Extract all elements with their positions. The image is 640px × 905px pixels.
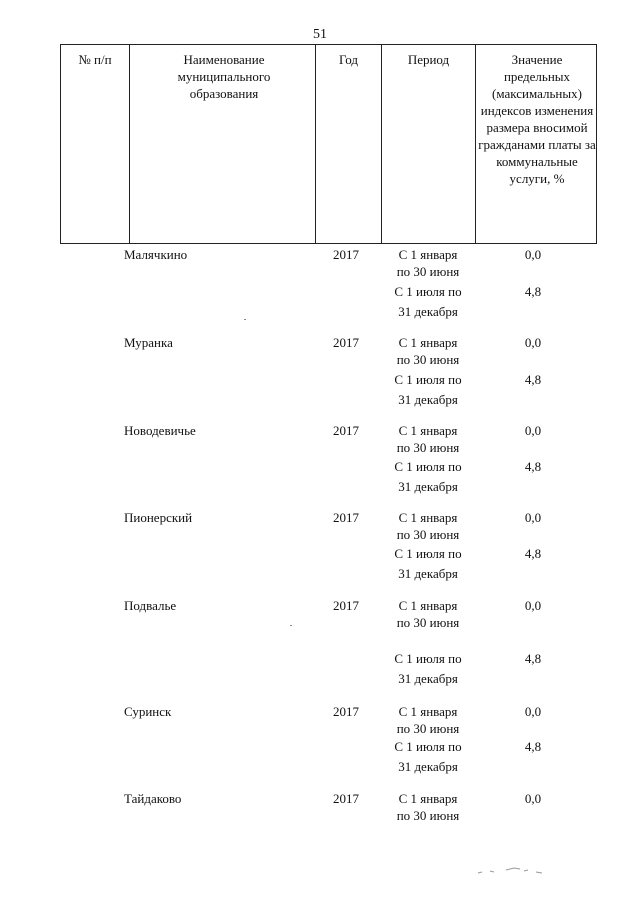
index-value: 4,8 <box>524 546 542 561</box>
municipality-name: Тайдаково <box>124 791 182 806</box>
period-line: по 30 июня <box>396 721 460 736</box>
period-line: С 1 июля по <box>394 651 462 666</box>
period-line: С 1 июля по <box>394 739 462 754</box>
period-line: 31 декабря <box>398 671 458 686</box>
index-value: 0,0 <box>524 335 542 350</box>
index-value: 4,8 <box>524 284 542 299</box>
header-num: № п/п <box>78 52 112 67</box>
column-divider <box>129 45 130 243</box>
period-line: С 1 января <box>398 791 458 806</box>
period-line: С 1 января <box>398 598 458 613</box>
index-value: 0,0 <box>524 247 542 262</box>
period-line: С 1 января <box>398 510 458 525</box>
year-cell: 2017 <box>333 335 359 350</box>
index-value: 0,0 <box>524 704 542 719</box>
index-value: 4,8 <box>524 739 542 754</box>
year-cell: 2017 <box>333 791 359 806</box>
year-cell: 2017 <box>333 704 359 719</box>
period-line: по 30 июня <box>396 352 460 367</box>
period-line: по 30 июня <box>396 808 460 823</box>
period-line: С 1 января <box>398 335 458 350</box>
header-period: Период <box>407 52 450 67</box>
period-line: С 1 января <box>398 704 458 719</box>
index-value: 0,0 <box>524 423 542 438</box>
header-value: Значение предельных (максимальных) индексов изменения размера вносимой гражданами платы за коммунальные услуги, % <box>478 52 596 186</box>
period-line: С 1 июля по <box>394 372 462 387</box>
scan-speck <box>244 319 246 320</box>
header-year: Год <box>338 52 359 67</box>
municipality-name: Подвалье <box>124 598 177 613</box>
header-name: Наименование муниципального образования <box>177 52 271 101</box>
period-line: 31 декабря <box>398 392 458 407</box>
year-cell: 2017 <box>333 423 359 438</box>
table-header <box>60 44 597 244</box>
column-divider <box>381 45 382 243</box>
period-line: по 30 июня <box>396 527 460 542</box>
index-value: 0,0 <box>524 791 542 806</box>
page-number: 51 <box>313 27 327 42</box>
year-cell: 2017 <box>333 510 359 525</box>
period-line: по 30 июня <box>396 264 460 279</box>
index-value: 0,0 <box>524 598 542 613</box>
period-line: по 30 июня <box>396 440 460 455</box>
municipality-name: Малячкино <box>124 247 188 262</box>
scan-speck <box>290 625 292 626</box>
municipality-name: Новодевичье <box>124 423 196 438</box>
period-line: по 30 июня <box>396 615 460 630</box>
year-cell: 2017 <box>333 247 359 262</box>
scan-smudge <box>476 864 546 876</box>
index-value: 0,0 <box>524 510 542 525</box>
period-line: С 1 июля по <box>394 459 462 474</box>
column-divider <box>475 45 476 243</box>
period-line: 31 декабря <box>398 759 458 774</box>
year-cell: 2017 <box>333 598 359 613</box>
period-line: С 1 июля по <box>394 546 462 561</box>
period-line: 31 декабря <box>398 479 458 494</box>
municipality-name: Муранка <box>124 335 173 350</box>
index-value: 4,8 <box>524 372 542 387</box>
index-value: 4,8 <box>524 651 542 666</box>
municipality-name: Пионерский <box>124 510 193 525</box>
period-line: 31 декабря <box>398 566 458 581</box>
index-value: 4,8 <box>524 459 542 474</box>
municipality-name: Суринск <box>124 704 172 719</box>
period-line: С 1 июля по <box>394 284 462 299</box>
column-divider <box>315 45 316 243</box>
period-line: С 1 января <box>398 423 458 438</box>
period-line: 31 декабря <box>398 304 458 319</box>
period-line: С 1 января <box>398 247 458 262</box>
